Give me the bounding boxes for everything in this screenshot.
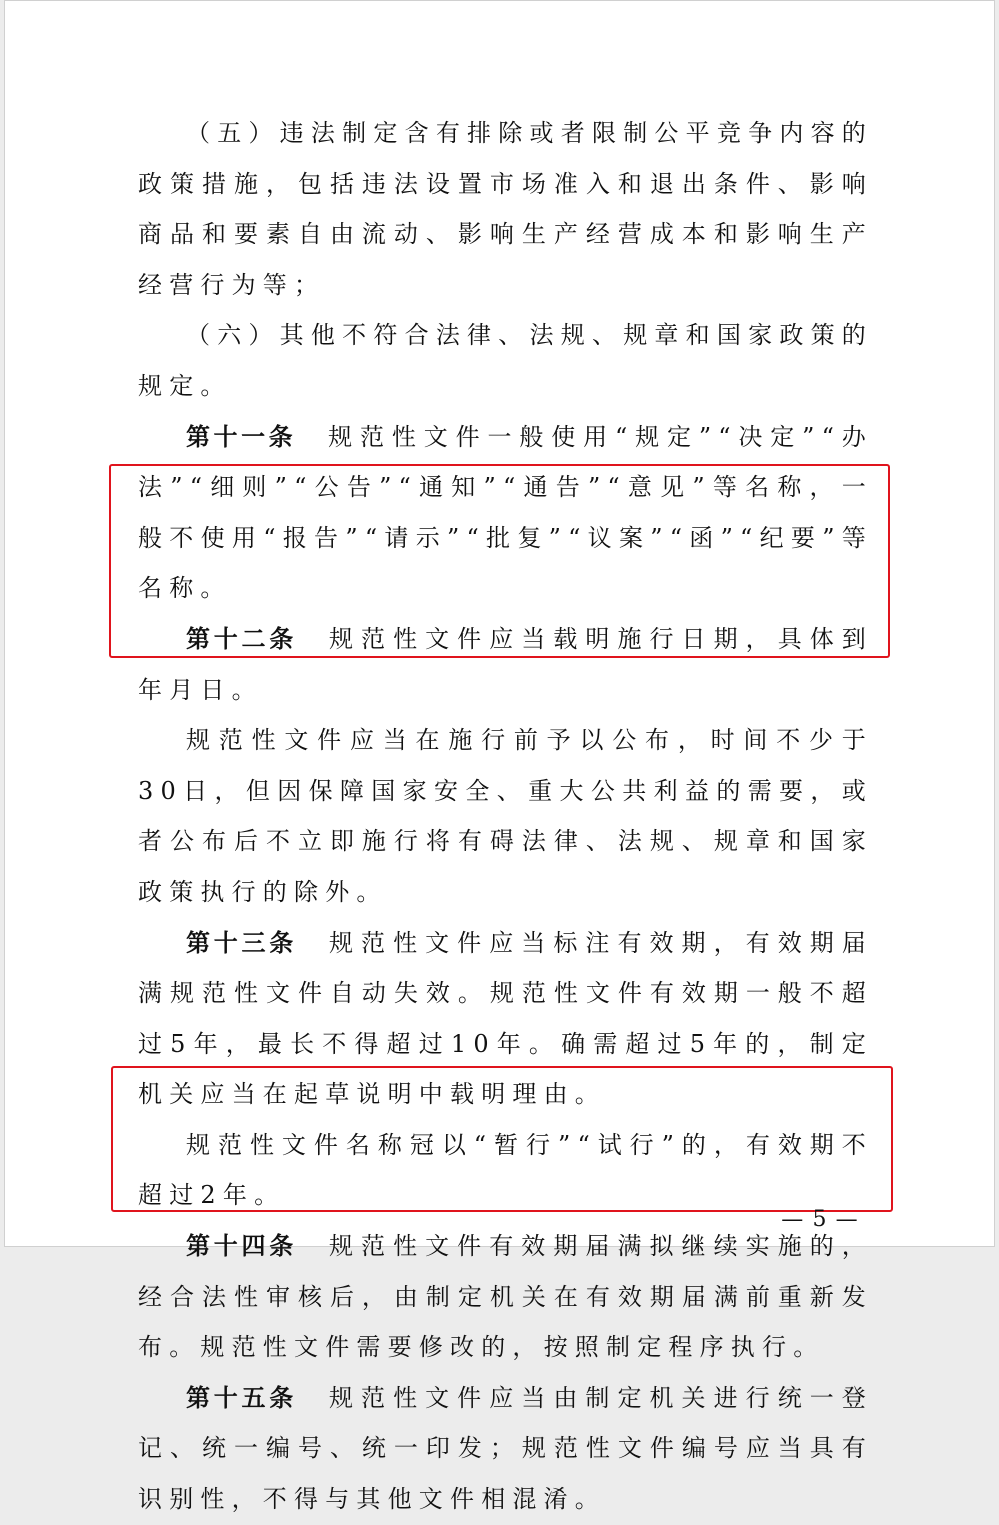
article-11 <box>138 412 873 614</box>
article-number: 第十一条 <box>186 422 297 451</box>
paragraph-text: 规范性文件应当载明施行日期，具体到年月日。 <box>138 624 873 704</box>
paragraph-text: （六）其他不符合法律、法规、规章和国家政策的规定。 <box>138 321 873 400</box>
page-number: — 5 — <box>781 1207 859 1232</box>
paragraph-text: 规范性文件应当在施行前予以公布，时间不少于30日，但因保障国家安全、重大公共利益的需要，或者公布后不立即施行将有碍法律、法规、规章和国家政策执行的除外。 <box>138 726 873 906</box>
article-12-paragraph-2 <box>138 715 873 917</box>
article-number: 第十五条 <box>186 1383 297 1412</box>
article-number: 第十四条 <box>186 1232 297 1261</box>
article-12 <box>138 614 873 715</box>
paragraph-item-6 <box>138 310 873 411</box>
paragraph-item-5 <box>138 108 873 310</box>
paragraph-text: 规范性文件名称冠以“暂行”“试行”的，有效期不超过2年。 <box>138 1130 873 1210</box>
document-body <box>138 108 873 1525</box>
article-number: 第十三条 <box>186 928 297 957</box>
document-page <box>4 0 995 1514</box>
article-14 <box>138 1221 873 1373</box>
article-number: 第十二条 <box>186 624 297 653</box>
paragraph-text: 规范性文件应当由制定机关进行统一登记、统一编号、统一印发；规范性文件编号应当具有识别性，不得与其他文件相混淆。 <box>138 1383 873 1514</box>
article-13 <box>138 918 873 1120</box>
paragraph-text: 规范性文件应当标注有效期，有效期届满规范性文件自动失效。规范性文件有效期一般不超过5年，最长不得超过10年。确需超过5年的，制定机关应当在起草说明中载明理由。 <box>138 928 873 1109</box>
paragraph-text: 规范性文件一般使用“规定”“决定”“办法”“细则”“公告”“通知”“通告”“意见”等名称，一般不使用“报告”“请示”“批复”“议案”“函”“纪要”等名称。 <box>138 422 873 603</box>
article-15 <box>138 1373 873 1525</box>
article-13-paragraph-2 <box>138 1120 873 1221</box>
paragraph-text: （五）违法制定含有排除或者限制公平竞争内容的政策措施，包括违法设置市场准入和退出条件、影响商品和要素自由流动、影响生产经营成本和影响生产经营行为等； <box>138 119 873 299</box>
paragraph-text: 规范性文件有效期届满拟继续实施的，经合法性审核后，由制定机关在有效期届满前重新发布。规范性文件需要修改的，按照制定程序执行。 <box>138 1232 873 1362</box>
